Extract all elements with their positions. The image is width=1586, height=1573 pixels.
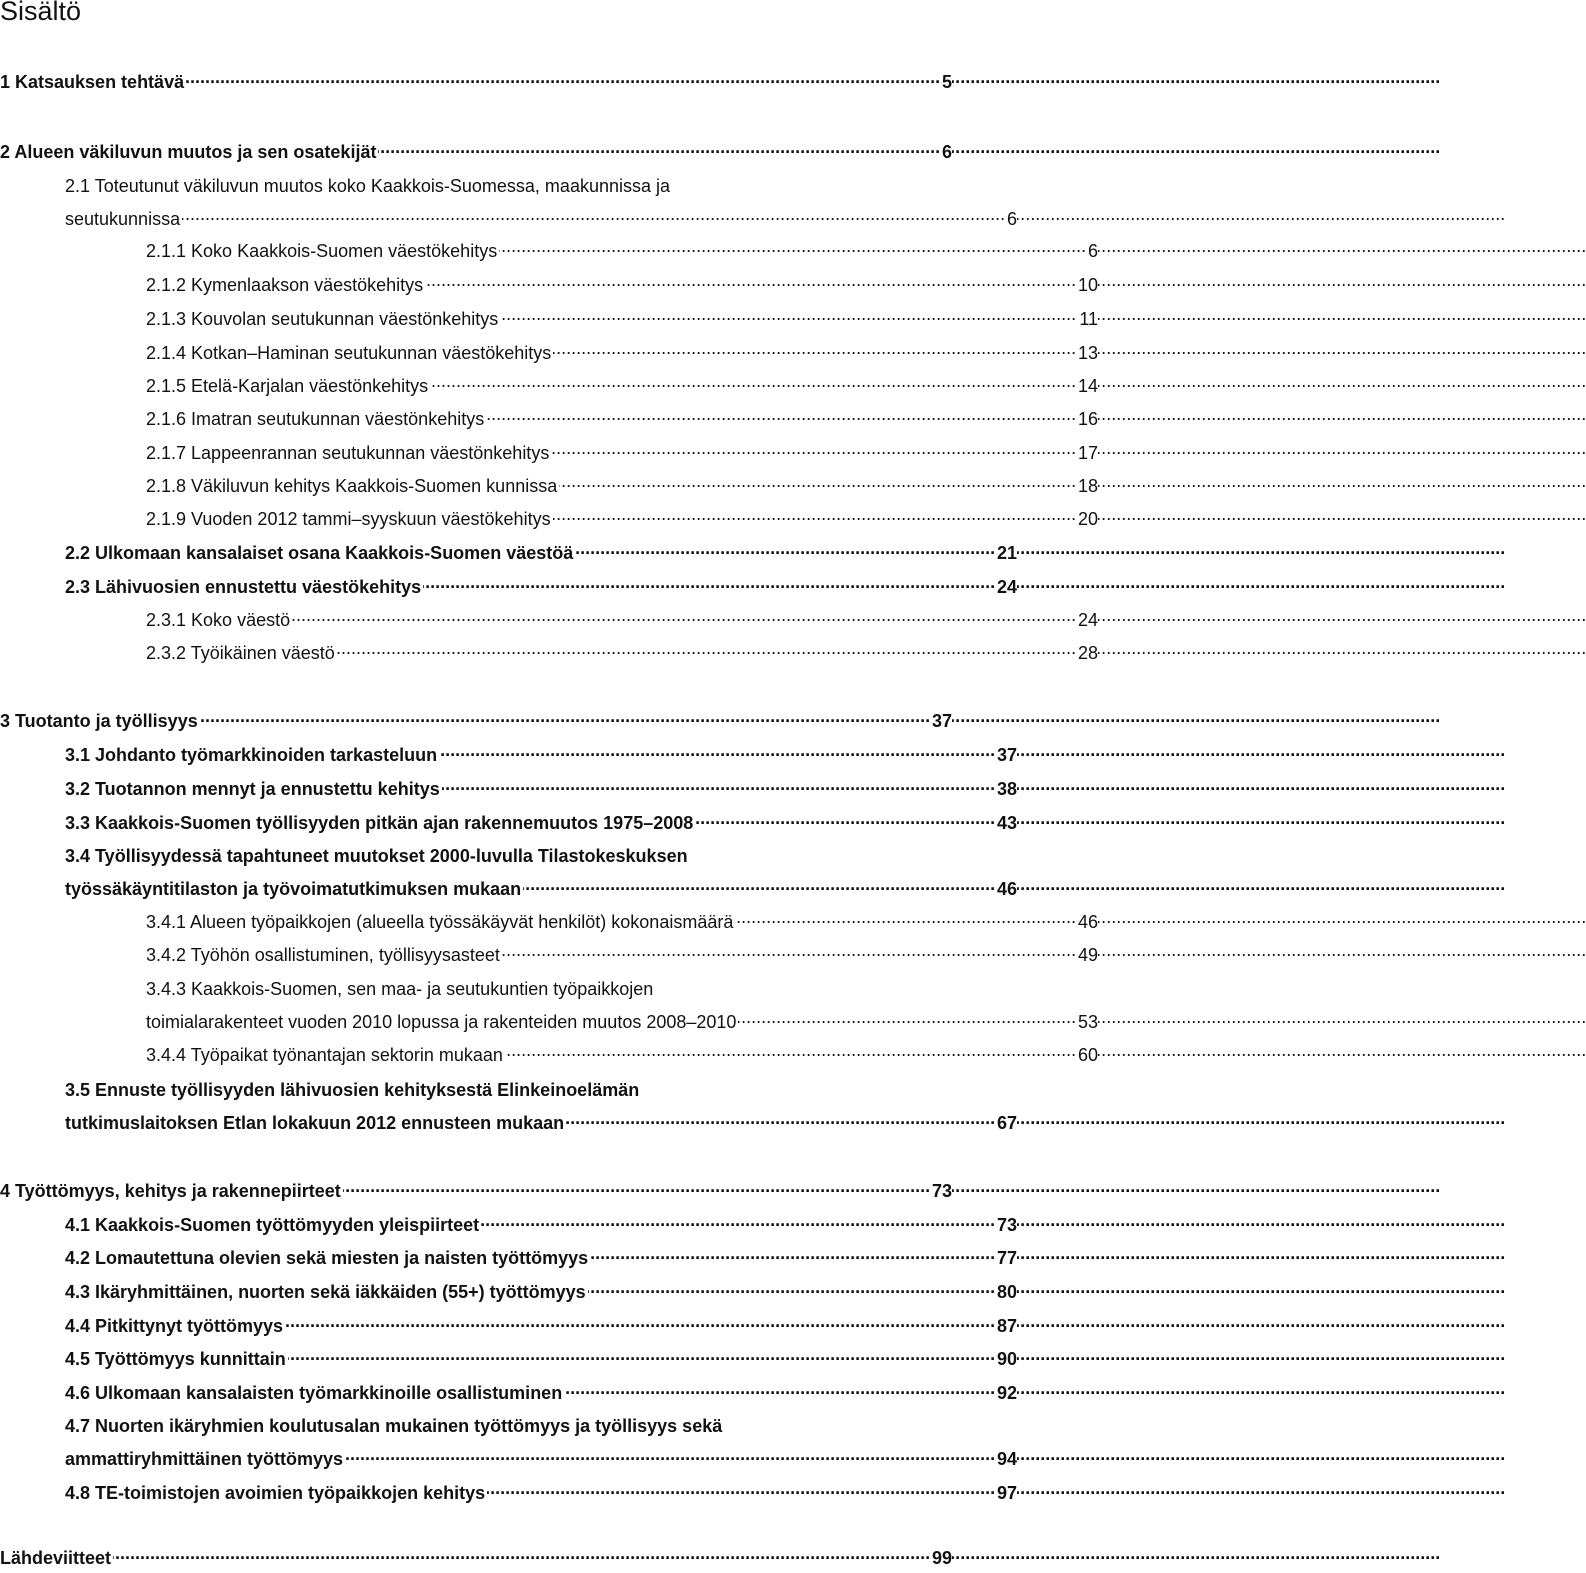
- toc-entry[interactable]: [0, 441, 1098, 465]
- toc-entry-title: Lähdeviitteet: [0, 1548, 112, 1568]
- toc-entry-title: 2.1.9 Vuoden 2012 tammi–syyskuun väestökehitys: [146, 509, 551, 529]
- toc-entry[interactable]: [0, 474, 1098, 498]
- toc-entry-title-line1: 3.4 Työllisyydessä tapahtuneet muutokset 2000-luvulla Tilastokeskuksen: [65, 846, 688, 866]
- toc-entry-title: 2.1.2 Kymenlaakson väestökehitys: [146, 275, 424, 295]
- toc-entry[interactable]: [0, 575, 1017, 599]
- toc-page-number: 87: [994, 1314, 1017, 1338]
- toc-entry-title: 2.2 Ulkomaan kansalaiset osana Kaakkois-Suomen väestöä: [65, 543, 574, 563]
- toc-entry[interactable]: [0, 374, 1098, 398]
- toc-entry-title: 4.1 Kaakkois-Suomen työttömyyden yleispiirteet: [65, 1215, 480, 1235]
- toc-entry-title: 2.3 Lähivuosien ennustettu väestökehitys: [65, 577, 422, 597]
- toc-entry[interactable]: [0, 1246, 1017, 1270]
- toc-page-number: 37: [929, 709, 952, 733]
- toc-entry[interactable]: [0, 341, 1098, 365]
- toc-entry-title: 3.2 Tuotannon mennyt ja ennustettu kehitys: [65, 779, 440, 799]
- toc-page-number: 60: [1075, 1043, 1098, 1067]
- toc-entry[interactable]: [0, 1347, 1017, 1371]
- toc-entry[interactable]: [0, 140, 952, 164]
- toc-entry-title: 4.3 Ikäryhmittäinen, nuorten sekä iäkkäiden (55+) työttömyys: [65, 1282, 586, 1302]
- toc-entry-title: 4.8 TE-toimistojen avoimien työpaikkojen kehitys: [65, 1483, 486, 1503]
- toc-page-number: 6: [939, 140, 952, 164]
- toc-heading: Sisältö: [0, 0, 82, 26]
- toc-page-number: 6: [1004, 207, 1017, 231]
- toc-page-number: 13: [1075, 341, 1098, 365]
- toc-entry-title: 1 Katsauksen tehtävä: [0, 72, 185, 92]
- toc-entry[interactable]: [0, 307, 1098, 331]
- toc-entry[interactable]: [0, 70, 952, 94]
- toc-page-number: 28: [1075, 641, 1098, 665]
- toc-page-number: 18: [1075, 474, 1098, 498]
- toc-entry-title: 2.1.3 Kouvolan seutukunnan väestönkehitys: [146, 309, 499, 329]
- toc-entry-title: 3.4.1 Alueen työpaikkojen (alueella työssäkäyvät henkilöt) kokonaismäärä: [146, 912, 734, 932]
- toc-page-number: 80: [994, 1280, 1017, 1304]
- toc-page-number: 97: [994, 1481, 1017, 1505]
- toc-entry-title: 4.2 Lomautettuna olevien sekä miesten ja naisten työttömyys: [65, 1248, 589, 1268]
- toc-entry-title: 2.1.8 Väkiluvun kehitys Kaakkois-Suomen kunnissa: [146, 476, 558, 496]
- toc-page-number: 90: [994, 1347, 1017, 1371]
- toc-page-number: 77: [994, 1246, 1017, 1270]
- toc-entry-title: työssäkäyntitilaston ja työvoimatutkimuksen mukaan: [65, 879, 522, 899]
- toc-entry-title: 2.1.4 Kotkan–Haminan seutukunnan väestökehitys: [146, 343, 552, 363]
- toc-entry[interactable]: [0, 273, 1098, 297]
- toc-entry-title: 3 Tuotanto ja työllisyys: [0, 711, 198, 731]
- toc-entry-title: 2.1.1 Koko Kaakkois-Suomen väestökehitys: [146, 241, 498, 261]
- toc-entry-title: 2.1.6 Imatran seutukunnan väestönkehitys: [146, 409, 485, 429]
- toc-page-number: 94: [994, 1447, 1017, 1471]
- toc-entry-title: 4.4 Pitkittynyt työttömyys: [65, 1316, 284, 1336]
- toc-entry-title: 4.6 Ulkomaan kansalaisten työmarkkinoille osallistuminen: [65, 1383, 563, 1403]
- toc-entry-title: 3.4.4 Työpaikat työnantajan sektorin mukaan: [146, 1045, 503, 1065]
- toc-page-number: 73: [929, 1179, 952, 1203]
- toc-entry-title: 2.1.5 Etelä-Karjalan väestönkehitys: [146, 376, 429, 396]
- toc-entry[interactable]: [0, 844, 1017, 901]
- toc-entry-title: 2.1.7 Lappeenrannan seutukunnan väestönkehitys: [146, 443, 550, 463]
- dot-leader: [0, 1541, 952, 1565]
- toc-page-number: 46: [1075, 910, 1098, 934]
- toc-page-number: 14: [1075, 374, 1098, 398]
- toc-entry-title: toimialarakenteet vuoden 2010 lopussa ja rakenteiden muutos 2008–2010: [146, 1012, 737, 1032]
- toc-entry[interactable]: [0, 1043, 1098, 1067]
- toc-entry[interactable]: [0, 641, 1098, 665]
- dot-leader: [65, 202, 1017, 226]
- toc-page-number: 24: [994, 575, 1017, 599]
- toc-entry[interactable]: [0, 709, 952, 733]
- toc-page-number: 43: [994, 811, 1017, 835]
- toc-entry[interactable]: [0, 174, 1017, 231]
- toc-page-number: 38: [994, 777, 1017, 801]
- toc-page-number: 92: [994, 1381, 1017, 1405]
- toc-entry[interactable]: [0, 1414, 1017, 1471]
- toc-page-number: 99: [929, 1546, 952, 1570]
- toc-entry[interactable]: [0, 239, 1098, 263]
- toc-entry-title: 2 Alueen väkiluvun muutos ja sen osatekijät: [0, 142, 377, 162]
- toc-entry-title-line1: 2.1 Toteutunut väkiluvun muutos koko Kaakkois-Suomessa, maakunnissa ja: [65, 176, 671, 196]
- toc-page-number: 10: [1075, 273, 1098, 297]
- toc-entry[interactable]: [0, 1280, 1017, 1304]
- toc-entry-title-line1: 4.7 Nuorten ikäryhmien koulutusalan mukainen työttömyys ja työllisyys sekä: [65, 1416, 723, 1436]
- toc-entry-title: 4 Työttömyys, kehitys ja rakennepiirteet: [0, 1181, 341, 1201]
- toc-page-number: 17: [1075, 441, 1098, 465]
- toc-entry[interactable]: [0, 811, 1017, 835]
- toc-entry-title-line1: 3.4.3 Kaakkois-Suomen, sen maa- ja seutukuntien työpaikkojen: [146, 979, 654, 999]
- toc-entry-title: 3.3 Kaakkois-Suomen työllisyyden pitkän ajan rakennemuutos 1975–2008: [65, 813, 694, 833]
- toc-entry[interactable]: [0, 1213, 1017, 1237]
- toc-page-number: 11: [1076, 307, 1098, 331]
- toc-entry-title: tutkimuslaitoksen Etlan lokakuun 2012 ennusteen mukaan: [65, 1113, 565, 1133]
- toc-entry-title: 2.3.1 Koko väestö: [146, 610, 291, 630]
- toc-entry[interactable]: [0, 1179, 952, 1203]
- toc-page-number: 53: [1075, 1010, 1098, 1034]
- toc-entry-title: 3.1 Johdanto työmarkkinoiden tarkasteluun: [65, 745, 438, 765]
- toc-page-number: 49: [1075, 943, 1098, 967]
- toc-page-number: 21: [994, 541, 1017, 565]
- toc-page-number: 37: [994, 743, 1017, 767]
- toc-entry[interactable]: [0, 541, 1017, 565]
- toc-entry[interactable]: [0, 777, 1017, 801]
- toc-entry[interactable]: [0, 608, 1098, 632]
- toc-page-number: 16: [1075, 407, 1098, 431]
- toc-entry[interactable]: [0, 1381, 1017, 1405]
- toc-entry[interactable]: [0, 507, 1098, 531]
- toc-entry-title: seutukunnissa: [65, 209, 181, 229]
- toc-page-number: 6: [1085, 239, 1098, 263]
- toc-entry[interactable]: [0, 977, 1098, 1034]
- toc-entry[interactable]: [0, 1481, 1017, 1505]
- toc-entry[interactable]: [0, 1078, 1017, 1135]
- toc-entry[interactable]: [0, 1546, 952, 1570]
- toc-page-number: 24: [1075, 608, 1098, 632]
- toc-entry-title: 2.3.2 Työikäinen väestö: [146, 643, 335, 663]
- toc-entry[interactable]: [0, 407, 1098, 431]
- toc-entry[interactable]: [0, 1314, 1017, 1338]
- toc-page-number: 73: [994, 1213, 1017, 1237]
- toc-page-number: 67: [994, 1111, 1017, 1135]
- toc-entry-title: ammattiryhmittäinen työttömyys: [65, 1449, 344, 1469]
- toc-page-number: 46: [994, 877, 1017, 901]
- toc-entry[interactable]: [0, 943, 1098, 967]
- toc-entry-title-line1: 3.5 Ennuste työllisyyden lähivuosien kehityksestä Elinkeinoelämän: [65, 1080, 640, 1100]
- toc-entry-title: 4.5 Työttömyys kunnittain: [65, 1349, 286, 1369]
- toc-page-number: 5: [939, 70, 952, 94]
- toc-entry-title: 3.4.2 Työhön osallistuminen, työllisyysasteet: [146, 945, 500, 965]
- toc-page-number: 20: [1075, 507, 1098, 531]
- toc-entry[interactable]: [0, 743, 1017, 767]
- toc-entry[interactable]: [0, 910, 1098, 934]
